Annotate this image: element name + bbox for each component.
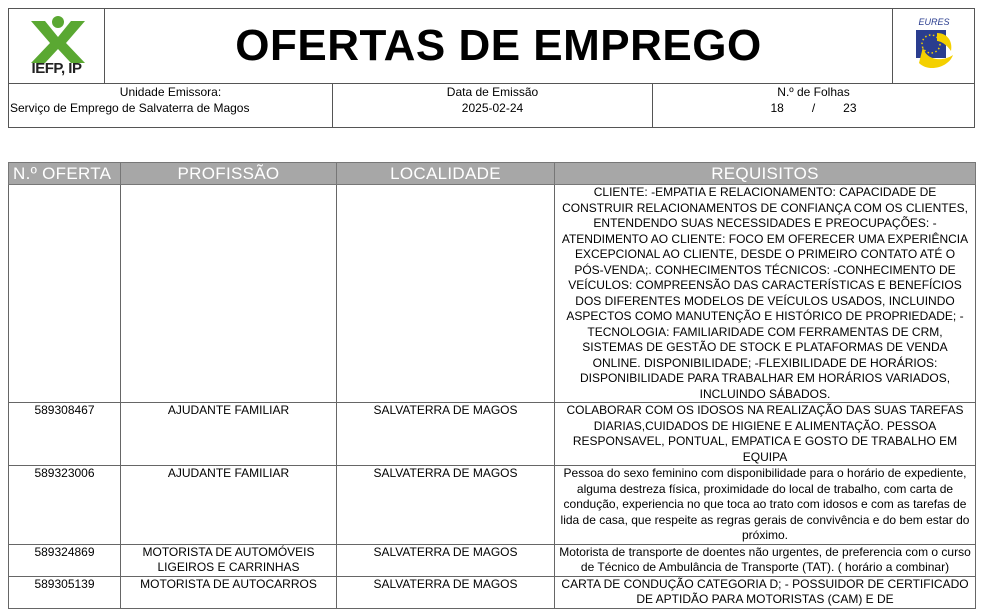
table-row bbox=[9, 576, 976, 608]
cell-numero: 589305139 bbox=[9, 576, 121, 608]
cell-profissao: MOTORISTA DE AUTOCARROS bbox=[121, 576, 337, 608]
cell-localidade bbox=[337, 185, 555, 403]
cell-requisitos: CLIENTE: -EMPATIA E RELACIONAMENTO: CAPACIDADE DE CONSTRUIR RELACIONAMENTOS DE CONFIANÇA COM OS CLIENTES, ENTENDENDO SUAS NECESSIDADES E PREOCUPAÇÕES: -ATENDIMENTO AO CLIENTE: FOCO EM OFERECER UMA EXPERIÊNCIA EXCEPCIONAL AO CLIENTE, DESDE O PRIMEIRO CONTATO ATÉ O PÓS-VENDA;. CONHECIMENTOS TÉCNICOS: -CONHECIMENTO DE VEÍCULOS: COMPREENSÃO DAS CARACTERÍSTICAS E BENEFÍCIOS DOS DIFERENTES MODELOS DE VEÍCULOS USADOS, INCLUINDO ASPECTOS COMO MANUTENÇÃO E HISTÓRICO DE PROPRIEDADE; -TECNOLOGIA: FAMILIARIDADE COM FERRAMENTAS DE CRM, SISTEMAS DE GESTÃO DE STOCK E PLATAFORMAS DE VENDA ONLINE. DISPONIBILIDADE; -FLEXIBILIDADE DE HORÁRIOS: DISPONIBILIDADE PARA TRABALHAR EM HORÁRIOS VARIADOS, INCLUINDO SÁBADOS. bbox=[555, 185, 976, 403]
data-emissao-value: 2025-02-24 bbox=[461, 101, 524, 115]
folha-separator: / bbox=[811, 101, 816, 115]
folhas-total: 23 bbox=[843, 101, 857, 115]
numero-folhas-cell bbox=[653, 84, 974, 128]
cell-numero: 589308467 bbox=[9, 403, 121, 466]
unidade-emissora-cell bbox=[9, 84, 333, 128]
eures-logo-text: EURES bbox=[918, 17, 950, 27]
data-emissao-label: Data de Emissão bbox=[446, 85, 539, 99]
table-row bbox=[9, 403, 976, 466]
column-header-localidade: LOCALIDADE bbox=[337, 163, 555, 185]
cell-profissao: AJUDANTE FAMILIAR bbox=[121, 403, 337, 466]
cell-localidade: SALVATERRA DE MAGOS bbox=[337, 403, 555, 466]
column-header-profissao: PROFISSÃO bbox=[121, 163, 337, 185]
cell-numero: 589324869 bbox=[9, 544, 121, 576]
data-emissao-cell bbox=[333, 84, 653, 128]
cell-localidade: SALVATERRA DE MAGOS bbox=[337, 466, 555, 545]
page-title: OFERTAS DE EMPREGO bbox=[235, 21, 762, 70]
numero-folhas-value bbox=[653, 101, 974, 115]
iefp-logo-text: IEFP, IP bbox=[31, 60, 82, 77]
cell-localidade: SALVATERRA DE MAGOS bbox=[337, 576, 555, 608]
cell-requisitos: Pessoa do sexo feminino com disponibilidade para o horário de expediente, alguma destreza física, proximidade do local de trabalho, com carta de condução, experiencia no que toca ao trato com idosos e com as tarefas de lida de casa, que respeite as regras gerais de convivência e do bem estar do próximo. bbox=[555, 466, 976, 545]
cell-profissao: AJUDANTE FAMILIAR bbox=[121, 466, 337, 545]
offers-table bbox=[8, 162, 976, 609]
document-header bbox=[8, 8, 975, 128]
cell-requisitos: CARTA DE CONDUÇÃO CATEGORIA D; - POSSUIDOR DE CERTIFICADO DE APTIDÃO PARA MOTORISTAS (CAM) E DE bbox=[555, 576, 976, 608]
iefp-logo-box bbox=[9, 9, 105, 83]
table-row bbox=[9, 544, 976, 576]
table-header-row bbox=[9, 163, 976, 185]
column-header-requisitos: REQUISITOS bbox=[555, 163, 976, 185]
table-row bbox=[9, 466, 976, 545]
cell-profissao: MOTORISTA DE AUTOMÓVEIS LIGEIROS E CARRINHAS bbox=[121, 544, 337, 576]
cell-requisitos: COLABORAR COM OS IDOSOS NA REALIZAÇÃO DAS SUAS TAREFAS DIARIAS,CUIDADOS DE HIGIENE E ALIMENTAÇÃO. PESSOA RESPONSAVEL, PONTUAL, EMPATICA E GOSTO DE TRABALHO EM EQUIPA bbox=[555, 403, 976, 466]
cell-requisitos: Motorista de transporte de doentes não urgentes, de preferencia com o curso de Técnico de Ambulância de Transporte (TAT). ( horário a combinar) bbox=[555, 544, 976, 576]
cell-profissao bbox=[121, 185, 337, 403]
eures-logo-icon bbox=[907, 15, 961, 77]
unidade-emissora-value: Serviço de Emprego de Salvaterra de Magos bbox=[10, 101, 250, 115]
cell-numero: 589323006 bbox=[9, 466, 121, 545]
eures-logo-box bbox=[892, 9, 974, 83]
table-row bbox=[9, 185, 976, 403]
unidade-emissora-label: Unidade Emissora: bbox=[119, 85, 222, 99]
cell-localidade: SALVATERRA DE MAGOS bbox=[337, 544, 555, 576]
numero-folhas-label: N.º de Folhas bbox=[777, 85, 850, 99]
folha-atual: 18 bbox=[770, 101, 784, 115]
cell-numero bbox=[9, 185, 121, 403]
column-header-numero: N.º OFERTA bbox=[9, 163, 121, 185]
